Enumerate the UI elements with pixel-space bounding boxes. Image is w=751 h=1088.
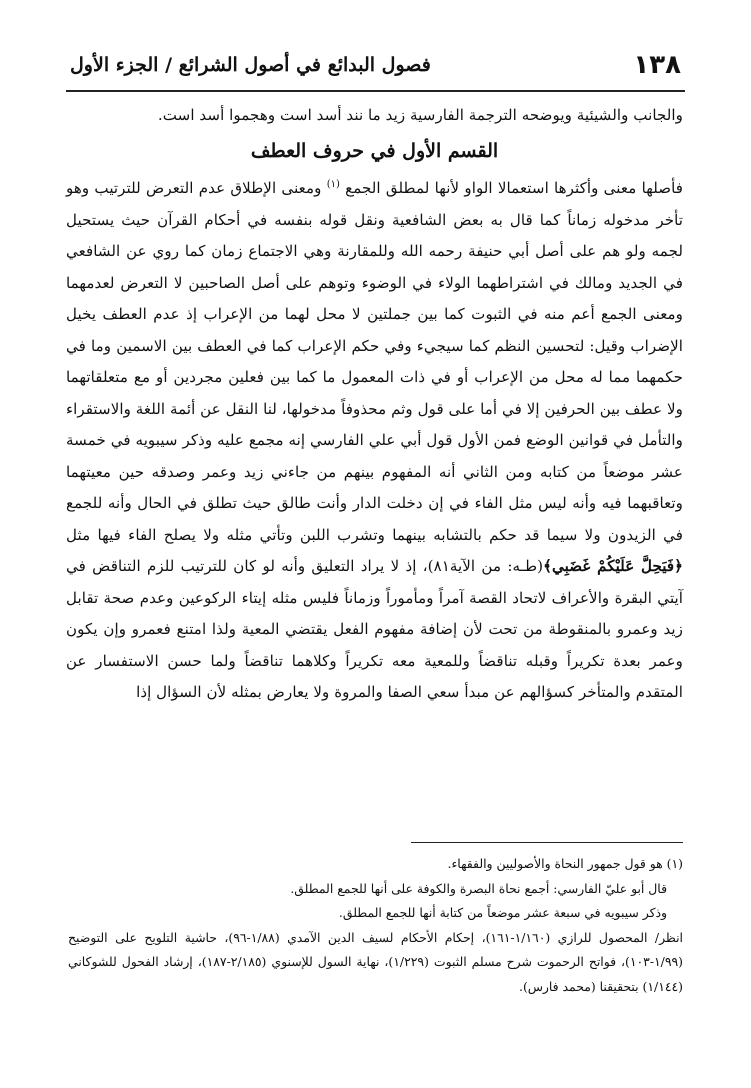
footnote-1: (١) هو قول جمهور النحاة والأصوليين والفقهاء.	[447, 856, 683, 871]
footnote-line: قال أبو عليّ الفارسي: أجمع نحاة البصرة والكوفة على أنها للجمع المطلق.	[290, 880, 667, 896]
main-paragraph	[66, 173, 683, 709]
footnotes	[68, 852, 683, 999]
footnote-rule	[411, 842, 683, 843]
main-text	[66, 100, 683, 709]
footnote-line: وذكر سيبويه في سبعة عشر موضعاً من كتابة أنها للجمع المطلق.	[338, 905, 667, 920]
paragraph-start: فأصلها معنى وأكثرها استعمالا الواو لأنها لمطلق الجمع	[345, 179, 684, 197]
running-title: فصول البدائع في أصول الشرائع / الجزء الأول	[70, 54, 431, 76]
page-number: ١٣٨	[633, 50, 681, 80]
footnote-marker: (١)	[326, 178, 340, 190]
quran-verse: ﴿فَيَحِلَّ عَلَيْكُمْ غَضَبِي﴾	[543, 557, 684, 575]
header-rule	[66, 90, 685, 92]
footnote-references: انظر/ المحصول للرازي (١/١٦٠-١٦١)، إحكام الأحكام لسيف الدين الآمدي (١/٨٨-٩٦)، حاشية التلويح على التوضيح (١/٩٩-١٠٣)، فواتح الرحموت شرح مسلم الثبوت (١/٢٢٩)، نهاية السول للإسنوي (٢/١٨٥-١٨٧)، إرشاد الفحول للشوكاني (١/١٤٤) بتحقيقنا (محمد فارس).	[68, 929, 684, 994]
page-header	[70, 44, 681, 86]
paragraph-part-a: ومعنى الإطلاق عدم التعرض للترتيب وهو تأخر مدخوله زماناً كما قال به بعض الشافعية ونقل قوله بنفسه في أحكام القرآن حيث يستحيل لجمه ولو هم على أصل أبي حنيفة رحمه الله وللمقارنة وهي الاجتماع زمان كما روي عن الشافعي في الجديد ومالك في اشتراطهما الولاء في الوضوء وتوهم على أصل الصاحبين لا التعرض لعدمهما ومعنى الجمع أعم منه في الثبوت كما بين جملتين لا محل لهما من الإعراب إذ عدم العطف يخيل الإضراب وقيل: لتحسين النظم كما سيجيء وفي حكم الإعراب كما في العطف بين الاسمين وما في حكمهما مما له محل من الإعراب أو في ذات المعمول ما كما بين فعلين مجردين أو مع متعلقاتهما ولا عطف بين الحرفين إلا في أما على قول وثم محذوفاً مدخولها، لنا النقل عن أئمة اللغة والاستقراء والتأمل في قوانين الوضع فمن الأول قول أبي علي الفارسي إنه مجمع عليه وذكر سيبويه في خمسة عشر موضعاً من كتابه ومن الثاني أنه المفهوم بينهم من جاءني زيد وعمر وصدقه حين معيتهما وتعاقبهما فيه وأنه ليس مثل الفاء في إن دخلت الدار وأنت طالق حيث تطلق في الحال وأنه للجمع في الزيدون ولا سيما قد حكم بالتشابه بينهما وتشرب اللبن وتأتي مثله ولا يصلح الفاء فيها مثل	[66, 179, 683, 544]
paragraph-part-b: (طـه: من الآية٨١)، إذ لا يراد التعليق وأنه لو كان للترتيب للزم التناقض في آيتي البقرة والأعراف لاتحاد القصة آمراً ومأموراً وزماناً فليس مثله إيتاء الركوعين وعدم صحة تقابل زيد وعمرو بالمنقوطة من تحت لأن إضافة مفهوم الفعل يقتضي المعية ولذا امتنع فعمرو وإن يكون وعمر بعدة تكريراً وقبله تناقضاً وللمعية معه تكريراً وكلاهما تناقضاً ولما حسن الاستفسار عن المتقدم والمتأخر كسؤالهم عن مبدأ سعي الصفا والمروة ولا يعارض بمثله لأن السؤال إذا	[66, 557, 683, 701]
section-title: القسم الأول في حروف العطف	[250, 139, 499, 162]
intro-line: والجانب والشيئية ويوضحه الترجمة الفارسية زيد ما نند أسد است وهجموا أسد است.	[157, 106, 683, 124]
